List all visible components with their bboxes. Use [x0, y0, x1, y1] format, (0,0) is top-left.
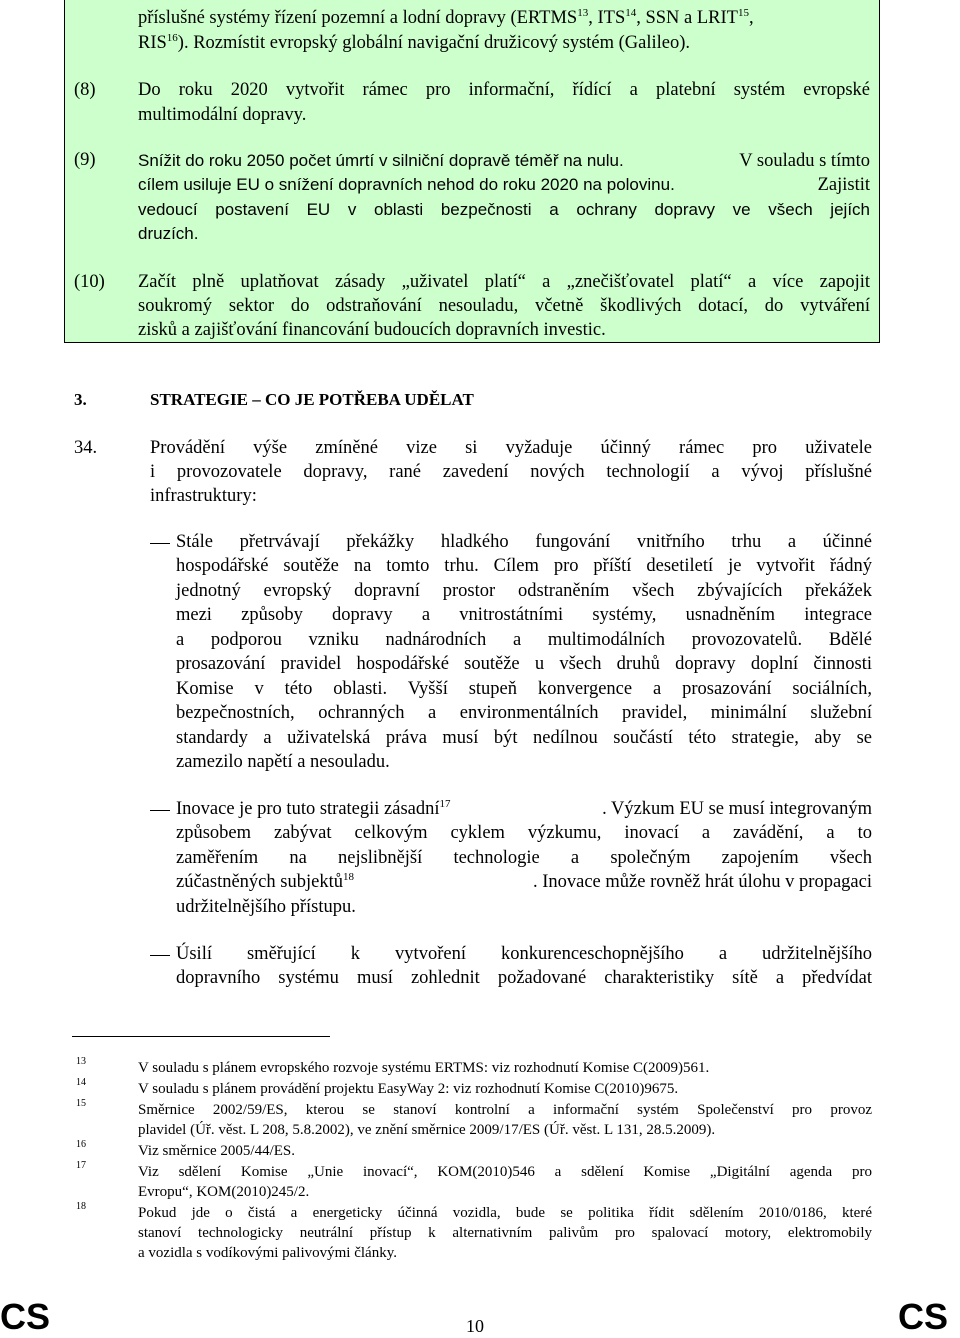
bullet-2-line-1: Inovace je pro tuto strategii zásadní$^{17}$ . Výzkum EU se musí integrovaným [176, 798, 872, 819]
bullet-1-line: Stále přetrvávají překážky hladkého fungování vnitřního trhu a účinné [176, 532, 872, 552]
item-8-line-2: multimodální dopravy. [138, 105, 307, 125]
footnote-15-number: 15 [76, 1098, 86, 1109]
footnote-18-text: stanoví technologicky neutrální přístup k alternativním palivům pro spalovací motory, elektromobily [138, 1225, 872, 1241]
bullet-1-line: zamezilo napětí a nesouladu. [176, 752, 390, 772]
footnote-18-number: 18 [76, 1201, 86, 1212]
bullet-2-dash [150, 810, 170, 811]
footnote-16-number: 16 [76, 1139, 86, 1150]
box-continuation-line-1: příslušné systémy řízení pozemní a lodní dopravy (ERTMS$^{13}$, ITS$^{14}$, SSN a LRIT$^{15}$, [138, 7, 754, 28]
footer-language-right: CS [898, 1296, 949, 1337]
footnote-16-text: Viz směrnice 2005/44/ES. [138, 1143, 295, 1159]
footnote-17-text: Viz sdělení Komise „Unie inovací“, KOM(2010)546 a sdělení Komise „Digitální agenda pro [138, 1164, 872, 1180]
footnote-14-text: V souladu s plánem provádění projektu EasyWay 2: viz rozhodnutí Komise C(2010)9675. [138, 1081, 679, 1097]
footnote-17-number: 17 [76, 1160, 86, 1171]
item-9-line-3: vedoucí postavení EU v oblasti bezpečnosti a ochrany dopravy ve všech jejích [138, 200, 870, 219]
para-34-line-1: Provádění výše zmíněné vize si vyžaduje účinný rámec pro uživatele [150, 438, 872, 458]
item-9-line-2: cílem usiluje EU o snížení dopravních nehod do roku 2020 na polovinu. Zajistit [138, 175, 870, 195]
bullet-3-line: dopravního systému musí zohlednit požadované charakteristiky sítě a předvídat [176, 968, 872, 988]
bullet-1-line: jednotný evropský dopravní prostor odstraněním všech zbývajících překážek [176, 581, 872, 601]
bullet-2-line-2: způsobem zabývat celkovým cyklem výzkumu, inovací a zavádění, a to [176, 823, 872, 843]
bullet-3-dash [150, 955, 170, 956]
page-number: 10 [466, 1316, 484, 1336]
footnote-separator [72, 1036, 330, 1037]
para-34-line-2: i provozovatele dopravy, rané zavedení nových technologií a vývoj příslušné [150, 462, 872, 482]
item-9-number: (9) [74, 150, 96, 170]
item-9-line-1: Snížit do roku 2050 počet úmrtí v silniční dopravě téměř na nulu. V souladu s tímto [138, 151, 870, 171]
item-9-line-4: druzích. [138, 224, 199, 243]
bullet-2-line-3: zaměřením na nejslibnější technologie a společným zapojením všech [176, 848, 872, 868]
section-number: 3. [74, 390, 87, 409]
bullet-1-line: bezpečnostních, ochranných a environmentálních pravidel, minimální služební [176, 703, 872, 723]
section-title: STRATEGIE – CO JE POTŘEBA UDĚLAT [150, 390, 474, 409]
bullet-3-line: Úsilí směřující k vytvoření konkurenceschopnějšího a udržitelnějšího [176, 944, 872, 964]
bullet-1-line: mezi způsoby dopravy a vnitrostátními systémy, usnadněním integrace [176, 605, 872, 625]
item-10-line-2: soukromý sektor do odstraňování nesouladu, včetně škodlivých dotací, do vytváření [138, 296, 870, 316]
footnote-15-text: Směrnice 2002/59/ES, kterou se stanoví kontrolní a informační systém Společenství pro provoz [138, 1102, 872, 1118]
bullet-1-line: Komise v této oblasti. Vyšší stupeň konvergence a prosazování sociálních, [176, 679, 872, 699]
bullet-1-line: hospodářské soutěže na tomto trhu. Cílem pro příští desetiletí je vytvořit řádný [176, 556, 872, 576]
item-10-line-3: zisků a zajišťování financování budoucích dopravních investic. [138, 320, 606, 340]
item-10-number: (10) [74, 272, 105, 292]
para-34-number: 34. [74, 438, 98, 458]
footnote-18-text: Pokud jde o čistá a energeticky účinná vozidla, bude se politika řídit sdělením 2010/0186, které [138, 1205, 872, 1221]
footnote-13-number: 13 [76, 1056, 86, 1067]
bullet-1-line: a podporou vzniku nadnárodních a multimodálních provozovatelů. Bdělé [176, 630, 872, 650]
para-34-line-3: infrastruktury: [150, 486, 257, 506]
item-8-line-1: Do roku 2020 vytvořit rámec pro informační, řídící a platební systém evropské [138, 80, 870, 100]
footnote-17-text: Evropu“, KOM(2010)245/2. [138, 1184, 310, 1200]
bullet-2-line-4: zúčastněných subjektů$^{18}$ . Inovace může rovněž hrát úlohu v propagaci [176, 871, 872, 892]
footnote-18-text: a vozidla s vodíkovými palivovými články. [138, 1245, 397, 1261]
item-8-number: (8) [74, 80, 96, 100]
bullet-2-line-5: udržitelnějšího přístupu. [176, 897, 356, 917]
footnote-14-number: 14 [76, 1077, 86, 1088]
footnote-13-text: V souladu s plánem evropského rozvoje systému ERTMS: viz rozhodnutí Komise C(2009)561. [138, 1060, 710, 1076]
bullet-1-line: prosazování pravidel hospodářské soutěže u všech druhů dopravy doplní činnosti [176, 654, 872, 674]
footer-language-left: CS [0, 1296, 51, 1337]
item-10-line-1: Začít plně uplatňovat zásady „uživatel platí“ a „znečišťovatel platí“ a více zapojit [138, 272, 870, 292]
bullet-1-dash [150, 543, 170, 544]
box-continuation-line-2: RIS$^{16}$). Rozmístit evropský globální navigační družicový systém (Galileo). [138, 32, 691, 53]
footnote-15-text: plavidel (Úř. věst. L 208, 5.8.2002), ve znění směrnice 2009/17/ES (Úř. věst. L 131, 28.5.2009). [138, 1122, 716, 1138]
bullet-1-line: standardy a uživatelská práva musí být nedílnou součástí této strategie, aby se [176, 728, 872, 748]
